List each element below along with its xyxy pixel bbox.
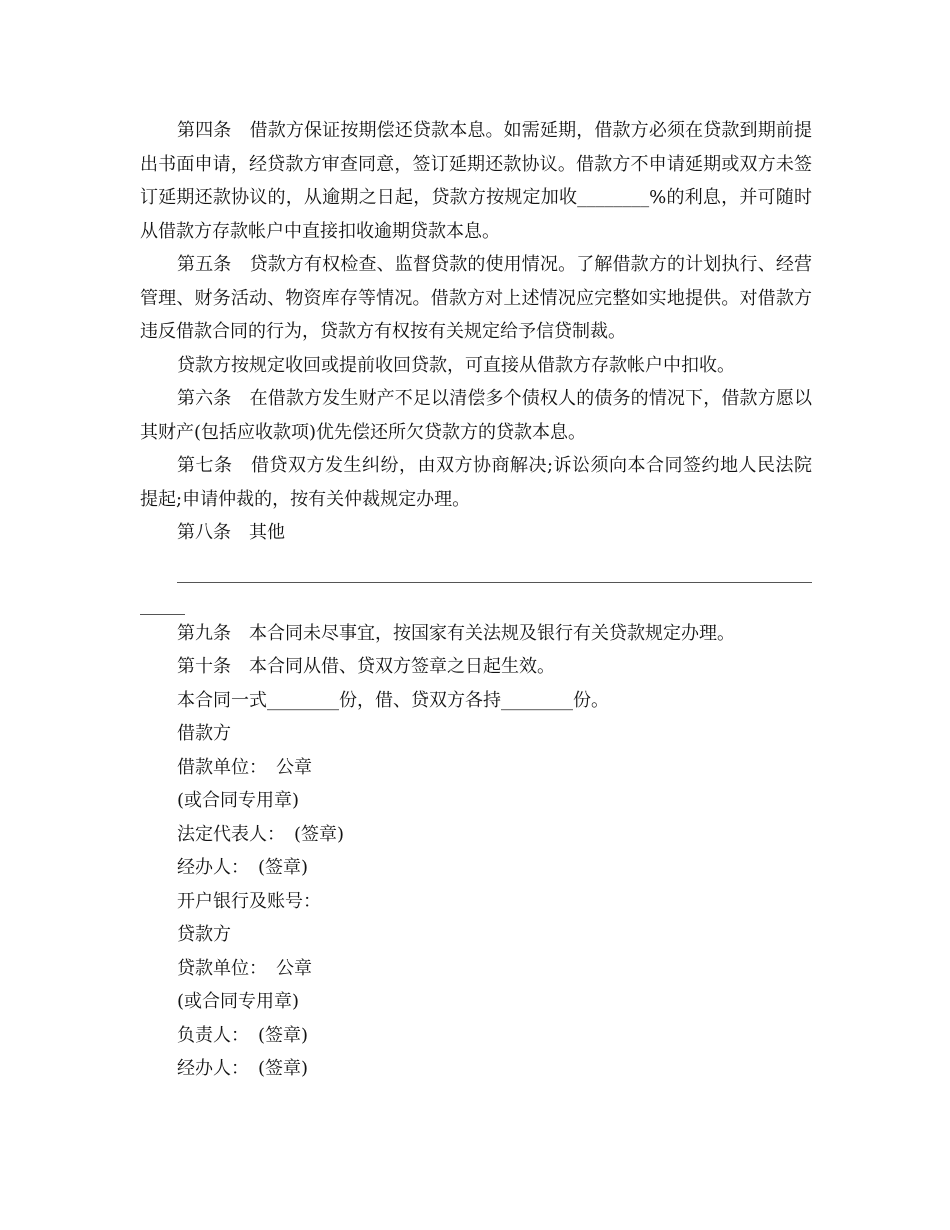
borrower-unit-seal: 借款单位： 公章 xyxy=(177,756,312,778)
article-4-paragraph: 第四条 借款方保证按期偿还贷款本息。如需延期，借款方必须在贷款到期前提出书面申请，经贷款方审查同意，签订延期还款协议。借款方不申请延期或双方未签订延期还款协议的，从逾期之日起，贷款方按规定加收________%的利息，并可随时从借款方存款帐户中直接扣收逾期贷款本息。 xyxy=(140,120,812,242)
lender-handler: 经办人： (签章) xyxy=(177,1058,309,1079)
article-5-supplement-paragraph: 贷款方按规定收回或提前收回贷款，可直接从借款方存款帐户中扣收。 xyxy=(177,354,735,376)
lender-unit-seal: 贷款单位： 公章 xyxy=(177,957,312,979)
copies-line: 本合同一式________份，借、贷双方各持________份。 xyxy=(177,689,609,711)
borrower-handler: 经办人： (签章) xyxy=(177,857,309,878)
borrower-bank-account: 开户银行及账号： xyxy=(177,890,321,912)
borrower-heading: 借款方 xyxy=(177,723,231,744)
blank-underline-continued xyxy=(140,614,185,615)
borrower-legal-representative: 法定代表人： (签章) xyxy=(177,823,345,845)
article-6-paragraph: 第六条 在借款方发生财产不足以清偿多个债权人的债务的情况下，借款方愿以其财产(包括应收款项)优先偿还所欠贷款方的贷款本息。 xyxy=(140,388,812,443)
article-10-line: 第十条 本合同从借、贷双方签章之日起生效。 xyxy=(177,656,555,677)
lender-heading: 贷款方 xyxy=(177,924,231,945)
article-5-paragraph: 第五条 贷款方有权检查、监督贷款的使用情况。了解借款方的计划执行、经营管理、财务活动、物资库存等情况。借款方对上述情况应完整如实地提供。对借款方违反借款合同的行为，贷款方有权按有关规定给予信贷制裁。 xyxy=(140,254,812,342)
borrower-contract-seal-note: (或合同专用章) xyxy=(177,790,300,811)
blank-underline-long xyxy=(177,582,812,583)
article-7-paragraph: 第七条 借贷双方发生纠纷，由双方协商解决;诉讼须向本合同签约地人民法院提起;申请仲裁的，按有关仲裁规定办理。 xyxy=(140,455,812,510)
article-9-line: 第九条 本合同未尽事宜，按国家有关法规及银行有关贷款规定办理。 xyxy=(177,622,735,644)
article-8-heading: 第八条 其他 xyxy=(177,522,285,543)
lender-responsible-person: 负责人： (签章) xyxy=(177,1024,309,1046)
fill-in-blank-line xyxy=(140,550,812,617)
lender-contract-seal-note: (或合同专用章) xyxy=(177,991,300,1012)
contract-page xyxy=(140,114,812,1086)
